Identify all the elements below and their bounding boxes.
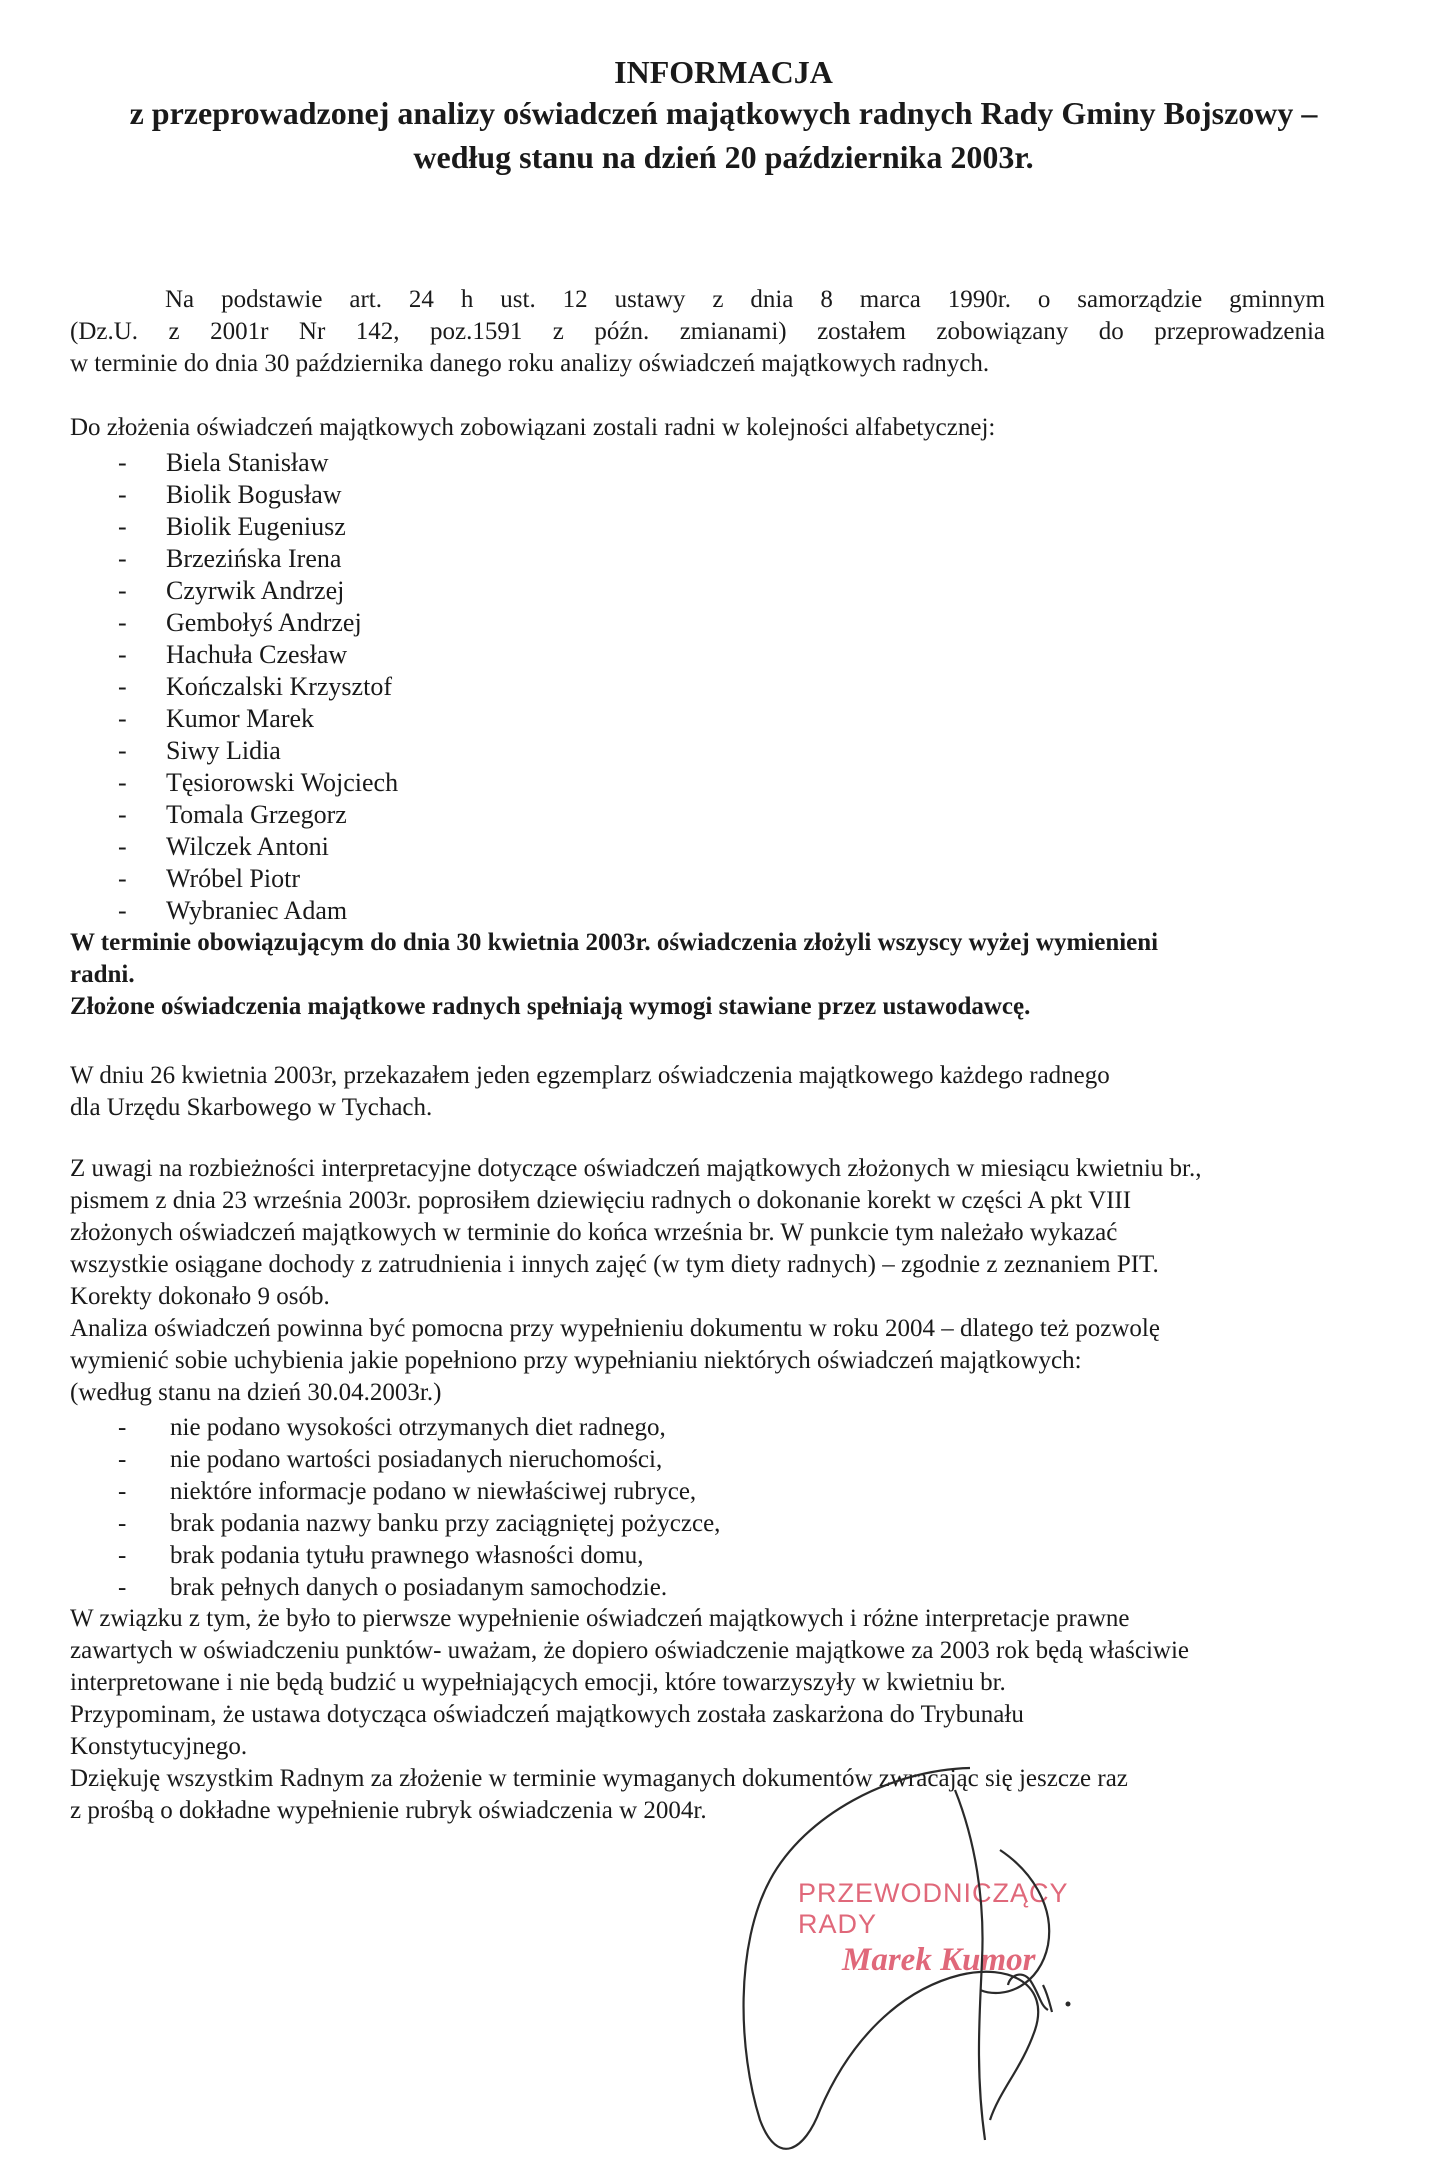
- issue-text: brak podania tytułu prawnego własności domu,: [170, 1542, 644, 1569]
- councillor-name: Biolik Bogusław: [166, 480, 342, 509]
- paragraph-line: wszystkie osiągane dochody z zatrudnienia i innych zajęć (w tym diety radnych) – zgodnie z zeznaniem PIT.: [70, 1251, 1159, 1278]
- list-item: [118, 1444, 720, 1476]
- list-marker: -: [118, 576, 127, 605]
- list-marker: -: [118, 608, 127, 637]
- document-title: INFORMACJA: [614, 54, 833, 90]
- stamp-title: PRZEWODNICZĄCY RADY: [798, 1878, 1069, 1939]
- list-item: [118, 831, 398, 863]
- councillor-name: Hachuła Czesław: [166, 640, 348, 669]
- councillor-name: Tomala Grzegorz: [166, 800, 347, 829]
- list-item: [118, 1412, 720, 1444]
- list-marker: -: [118, 832, 127, 861]
- list-marker: -: [118, 640, 127, 669]
- list-item: [118, 511, 398, 543]
- councillor-name: Kumor Marek: [166, 704, 315, 733]
- list-item: [118, 1572, 720, 1604]
- list-item: [118, 639, 398, 671]
- list-item: [118, 671, 398, 703]
- corrections-paragraph: [70, 1153, 1325, 1409]
- paragraph-line: Korekty dokonało 9 osób.: [70, 1283, 330, 1310]
- paragraph-line: Analiza oświadczeń powinna być pomocna przy wypełnieniu dokumentu w roku 2004 – dlatego też pozwolę: [70, 1315, 1160, 1342]
- list-intro: Do złożenia oświadczeń majątkowych zobowiązani zostali radni w kolejności alfabetycznej:: [70, 414, 996, 441]
- list-item: [118, 767, 398, 799]
- issue-text: nie podano wysokości otrzymanych diet radnego,: [170, 1414, 666, 1441]
- document-subtitle-line2: według stanu na dzień 20 października 2003r.: [413, 139, 1034, 175]
- councillor-name: Wybraniec Adam: [166, 896, 348, 925]
- paragraph-line: interpretowane i nie będą budzić u wypełniających emocji, które towarzyszyły w kwietniu br.: [70, 1669, 1006, 1696]
- councillor-name: Biela Stanisław: [166, 448, 329, 477]
- paragraph-line: wymienić sobie uchybienia jakie popełniono przy wypełnianiu niektórych oświadczeń majątkowych:: [70, 1347, 1082, 1374]
- list-item: [118, 895, 398, 927]
- councillor-name: Czyrwik Andrzej: [166, 576, 345, 605]
- councillor-name: Wróbel Piotr: [166, 864, 300, 893]
- councillor-list: [118, 447, 398, 927]
- paragraph-line: W dniu 26 kwietnia 2003r, przekazałem jeden egzemplarz oświadczenia majątkowego każdego radnego: [70, 1062, 1110, 1089]
- list-item: [118, 1540, 720, 1572]
- list-marker: -: [118, 672, 127, 701]
- list-marker: -: [118, 480, 127, 509]
- list-marker: -: [118, 864, 127, 893]
- list-item: [118, 799, 398, 831]
- stamp-name: Marek Kumor: [842, 1942, 1036, 1978]
- list-item: [118, 863, 398, 895]
- intro-line: Na podstawie art. 24 h ust. 12 ustawy z dnia 8 marca 1990r. o samorządzie gminnym: [165, 286, 1325, 313]
- list-item: [118, 703, 398, 735]
- intro-paragraph: [70, 284, 1325, 380]
- issue-text: nie podano wartości posiadanych nieruchomości,: [170, 1446, 663, 1473]
- list-marker: -: [118, 896, 127, 925]
- list-marker: -: [118, 448, 127, 477]
- bold-statement-line: Złożone oświadczenia majątkowe radnych spełniają wymogi stawiane przez ustawodawcę.: [70, 993, 1031, 1020]
- tax-office-paragraph: [70, 1060, 1325, 1124]
- councillor-name: Wilczek Antoni: [166, 832, 329, 861]
- list-marker: -: [118, 1478, 127, 1505]
- paragraph-line: W związku z tym, że było to pierwsze wypełnienie oświadczeń majątkowych i różne interpretacje prawne: [70, 1605, 1130, 1632]
- list-marker: -: [118, 704, 127, 733]
- bold-statement: [70, 927, 1325, 1023]
- paragraph-line: z prośbą o dokładne wypełnienie rubryk oświadczenia w 2004r.: [70, 1797, 707, 1824]
- list-marker: -: [118, 544, 127, 573]
- list-marker: -: [118, 1446, 127, 1473]
- document-subtitle-line1: z przeprowadzonej analizy oświadczeń majątkowych radnych Rady Gminy Bojszowy –: [129, 95, 1318, 131]
- list-marker: -: [118, 1414, 127, 1441]
- paragraph-line: dla Urzędu Skarbowego w Tychach.: [70, 1094, 433, 1121]
- list-item: [118, 1508, 720, 1540]
- intro-line: (Dz.U. z 2001r Nr 142, poz.1591 z późn. zmianami) zostałem zobowiązany do przeprowadzenia: [70, 318, 1325, 345]
- intro-line: w terminie do dnia 30 października danego roku analizy oświadczeń majątkowych radnych.: [70, 350, 990, 377]
- list-marker: -: [118, 1574, 127, 1601]
- paragraph-line: Z uwagi na rozbieżności interpretacyjne dotyczące oświadczeń majątkowych złożonych w miesiącu kwietniu br.,: [70, 1155, 1202, 1182]
- paragraph-line: Przypominam, że ustawa dotycząca oświadczeń majątkowych została zaskarżona do Trybunału: [70, 1701, 1024, 1728]
- paragraph-line: zawartych w oświadczeniu punktów- uważam, że dopiero oświadczenie majątkowe za 2003 rok będą właściwie: [70, 1637, 1190, 1664]
- list-item: [118, 575, 398, 607]
- bold-statement-line: W terminie obowiązującym do dnia 30 kwietnia 2003r. oświadczenia złożyli wszyscy wyżej wymienieni: [70, 929, 1159, 956]
- issue-text: niektóre informacje podano w niewłaściwej rubryce,: [170, 1478, 697, 1505]
- councillor-name: Tęsiorowski Wojciech: [166, 768, 399, 797]
- list-item: [118, 447, 398, 479]
- list-item: [118, 1476, 720, 1508]
- councillor-name: Biolik Eugeniusz: [166, 512, 346, 541]
- list-item: [118, 479, 398, 511]
- paragraph-line: złożonych oświadczeń majątkowych w terminie do końca września br. W punkcie tym należało wykazać: [70, 1219, 1118, 1246]
- paragraph-line: Dziękuję wszystkim Radnym za złożenie w terminie wymaganych dokumentów zwracając się jeszcze raz: [70, 1765, 1128, 1792]
- paragraph-line: pismem z dnia 23 września 2003r. poprosiłem dziewięciu radnych o dokonanie korekt w części A pkt VIII: [70, 1187, 1132, 1214]
- councillor-name: Gembołyś Andrzej: [166, 608, 362, 637]
- councillor-name: Siwy Lidia: [166, 736, 281, 765]
- councillor-name: Kończalski Krzysztof: [166, 672, 392, 701]
- issue-text: brak pełnych danych o posiadanym samochodzie.: [170, 1574, 668, 1601]
- list-marker: -: [118, 768, 127, 797]
- list-marker: -: [118, 800, 127, 829]
- list-marker: -: [118, 736, 127, 765]
- closing-paragraph: [70, 1603, 1325, 1827]
- list-item: [118, 543, 398, 575]
- councillor-name: Brzezińska Irena: [166, 544, 342, 573]
- issues-list: [118, 1412, 720, 1604]
- paragraph-line: (według stanu na dzień 30.04.2003r.): [70, 1379, 442, 1406]
- paragraph-line: Konstytucyjnego.: [70, 1733, 248, 1760]
- list-item: [118, 607, 398, 639]
- list-marker: -: [118, 512, 127, 541]
- list-marker: -: [118, 1542, 127, 1569]
- list-marker: -: [118, 1510, 127, 1537]
- list-item: [118, 735, 398, 767]
- bold-statement-line: radni.: [70, 961, 135, 988]
- issue-text: brak podania nazwy banku przy zaciągniętej pożyczce,: [170, 1510, 721, 1537]
